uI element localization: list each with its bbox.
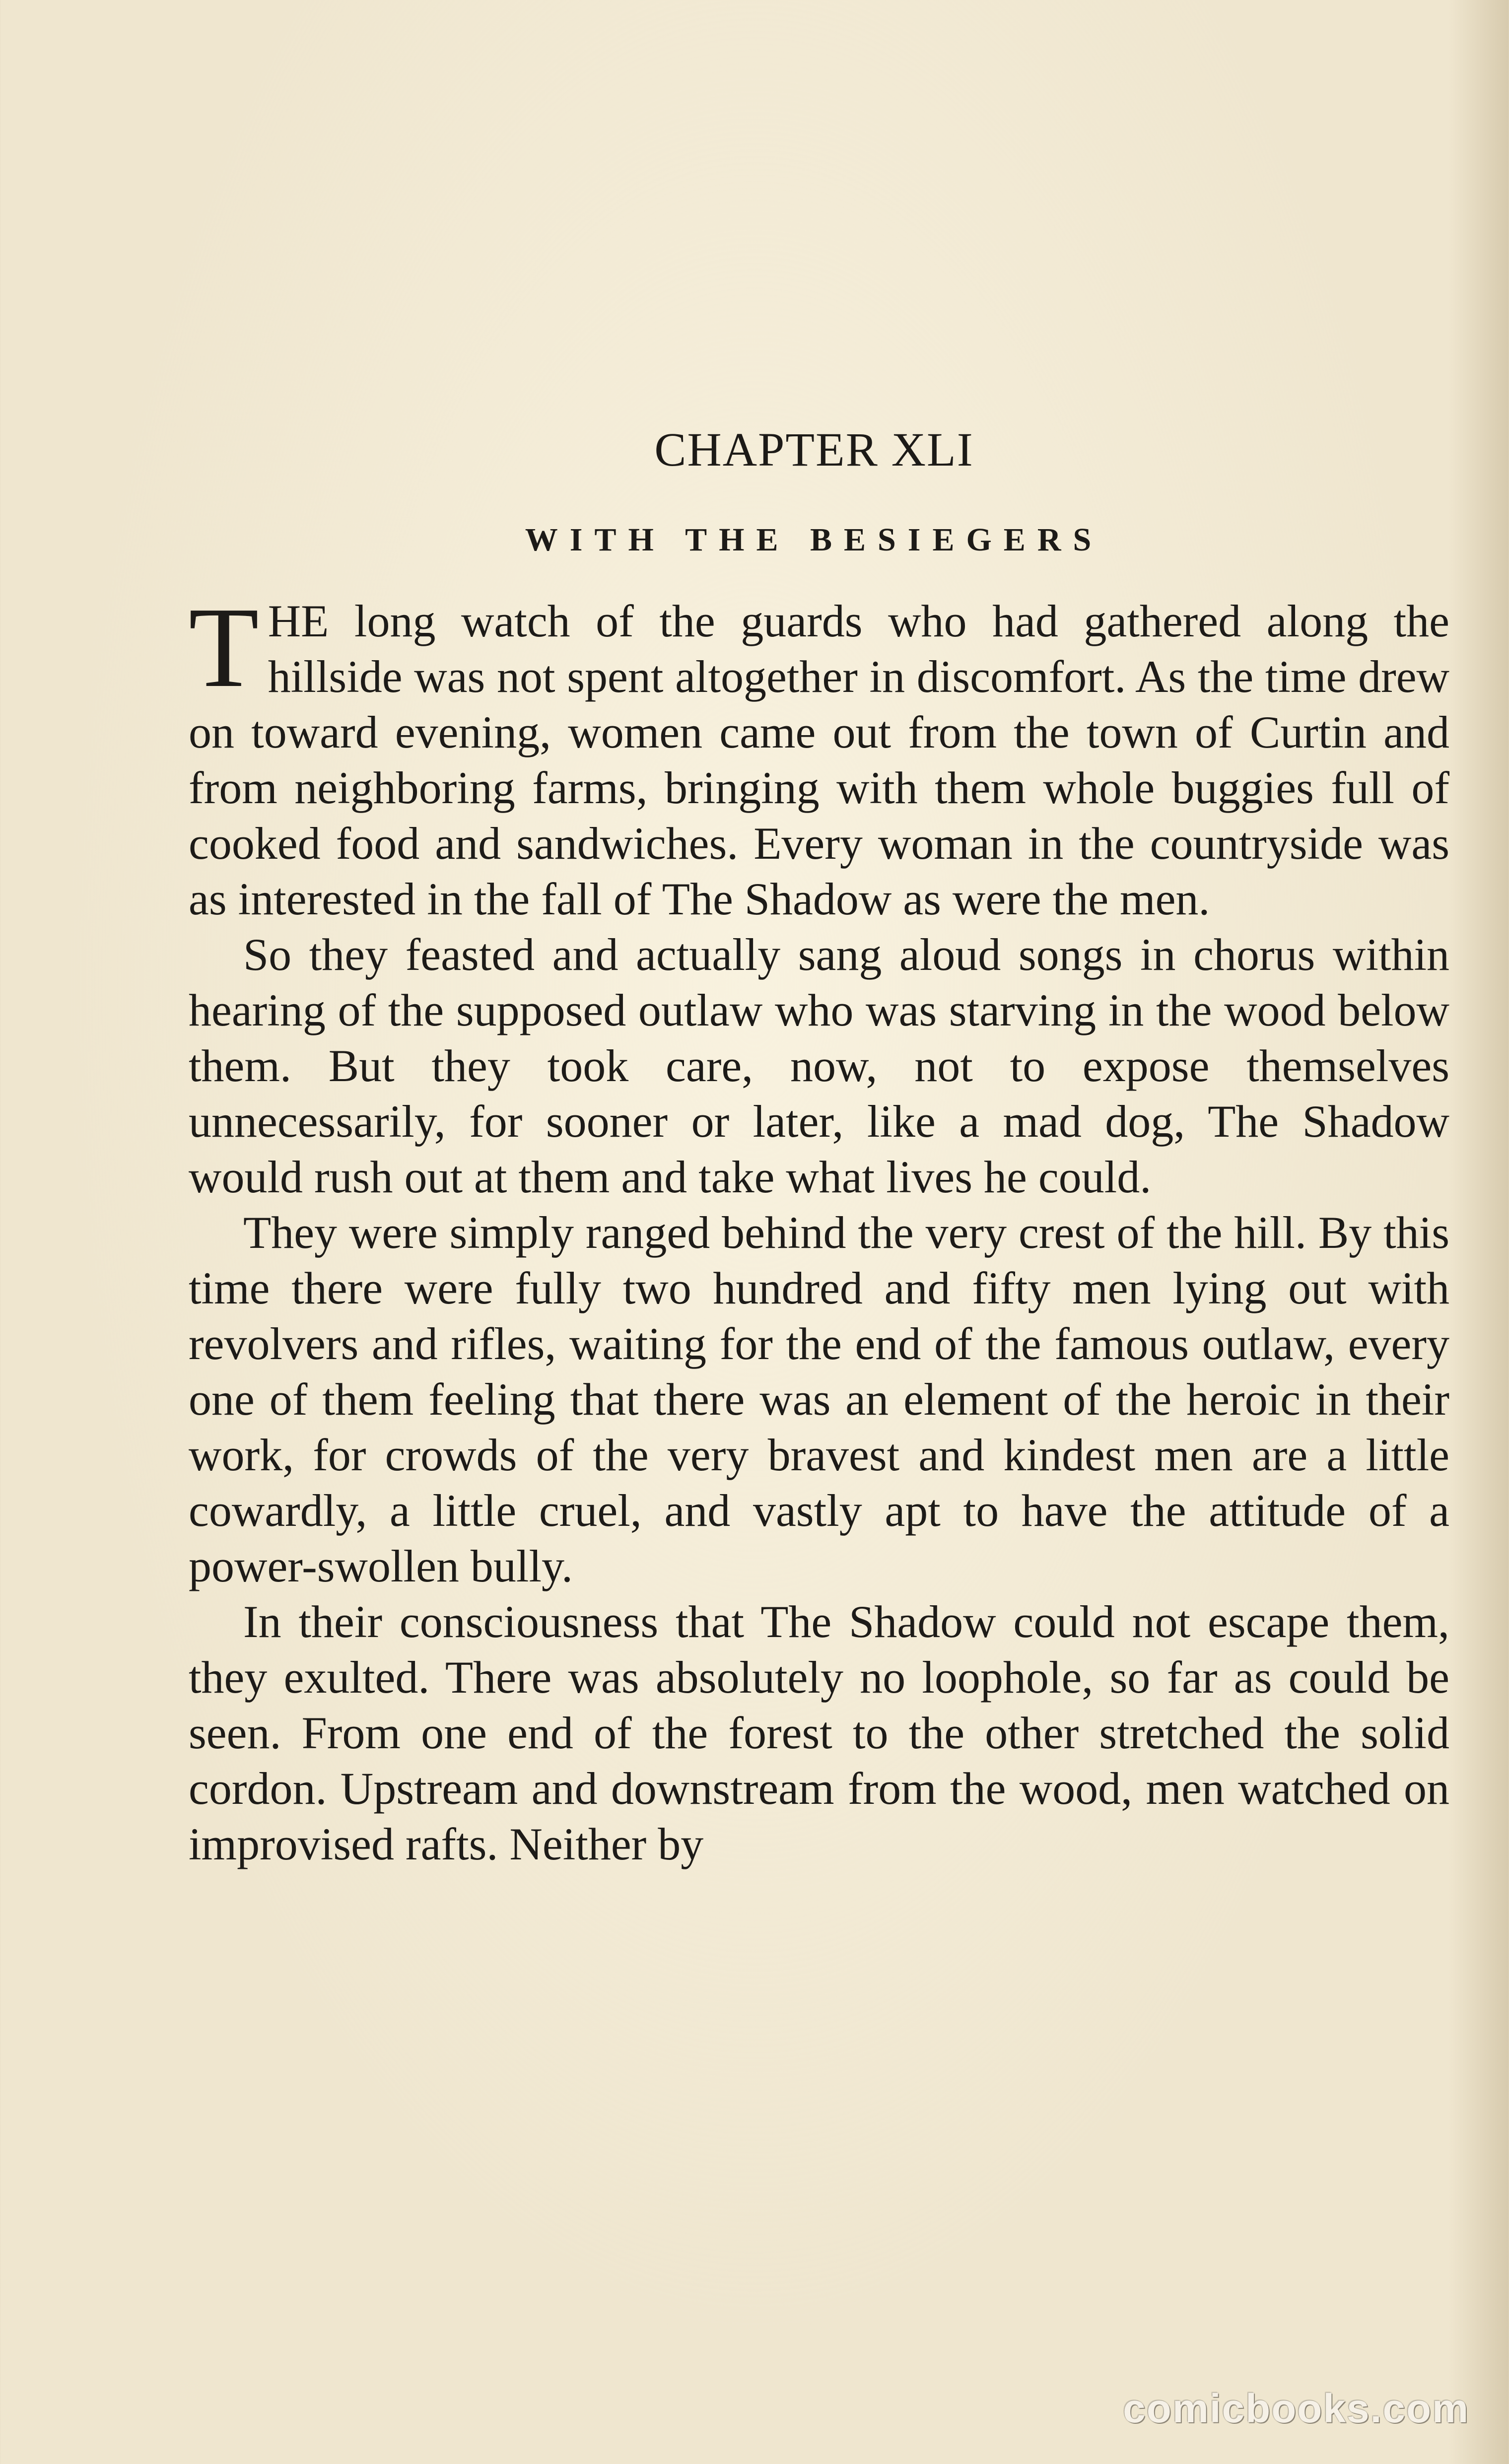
paragraph [189, 927, 1449, 1205]
watermark: comicbooks.com [1123, 2386, 1469, 2431]
paragraph-text: HE long watch of the guards who had gathered along the hillside was not spent altogether in discomfort. As the time drew on toward evening, women came out from the town of Curtin and from neighboring farms, bringing with them whole buggies full of cooked food and sandwiches. Every woman in the countryside was as interested in the fall of The Shadow as were the men. [189, 596, 1449, 924]
chapter-body [189, 584, 1449, 1872]
paragraph [189, 584, 1449, 927]
paragraph [189, 1594, 1449, 1872]
paragraph-text: They were simply ranged behind the very crest of the hill. By this time there were fully two hundred and fifty men lying out with revolvers and rifles, waiting for the end of the famous outlaw, every one of them feeling that there was an element of the heroic in their work, for crowds of the very bravest and kindest men are a little cowardly, a little cruel, and vastly apt to have the attitude of a power-swollen bully. [189, 1207, 1449, 1591]
paragraph-text: In their consciousness that The Shadow could not escape them, they exulted. There was absolutely no loophole, so far as could be seen. From one end of the forest to the other stretched the solid cordon. Upstream and downstream from the wood, men watched on improvised rafts. Neither by [189, 1596, 1449, 1869]
chapter-subtitle: WITH THE BESIEGERS [525, 522, 1103, 558]
paragraph-text: So they feasted and actually sang aloud songs in chorus within hearing of the supposed outlaw who was starving in the wood below them. But they took care, now, not to expose themselves unnecessarily, for sooner or later, like a mad dog, The Shadow would rush out at them and take what lives he could. [189, 929, 1449, 1202]
drop-cap: T [189, 584, 259, 711]
paragraph [189, 1205, 1449, 1594]
chapter-title: CHAPTER XLI [654, 423, 974, 476]
